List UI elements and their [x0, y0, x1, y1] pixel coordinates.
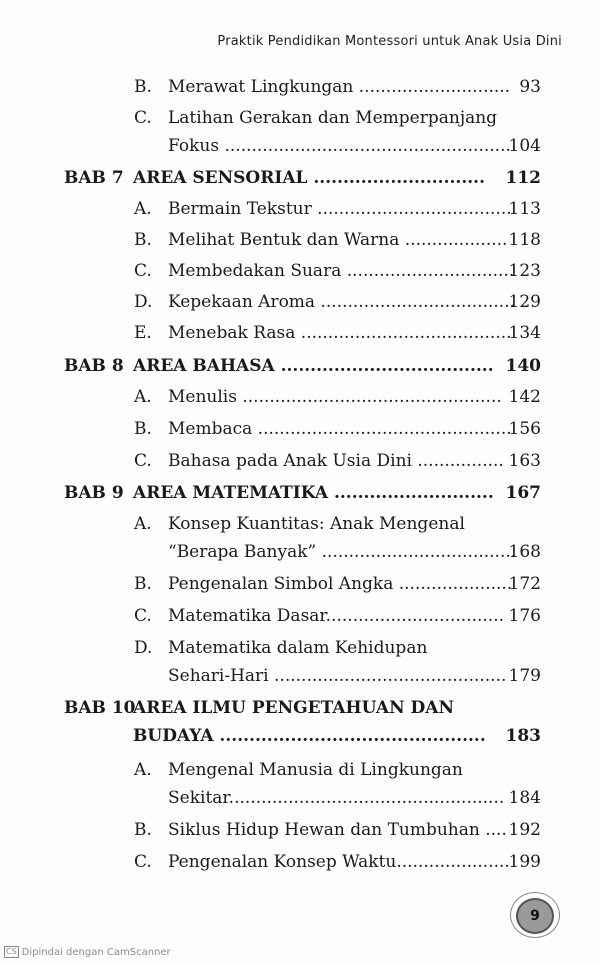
camscanner-logo: CS — [6, 947, 17, 956]
entry-page-number: 167 — [505, 483, 541, 503]
entry-title: Konsep Kuantitas: Anak Mengenal — [168, 514, 465, 534]
entry-label: BAB 8 — [64, 356, 124, 376]
entry-label: B. — [134, 230, 152, 250]
entry-label: B. — [134, 77, 152, 97]
entry-label: C. — [134, 261, 152, 281]
entry-title: Latihan Gerakan dan Memperpanjang — [168, 108, 498, 128]
entry-title: Matematika Dasar................................. — [168, 606, 505, 626]
entry-page-number: 112 — [505, 168, 541, 188]
entry-title: Kepekaan Aroma .................................... — [168, 292, 516, 312]
entry-title: AREA MATEMATIKA ........................... — [133, 483, 494, 503]
entry-title: Sekitar................................................... — [168, 788, 505, 808]
entry-title: “Berapa Banyak” .................................... — [168, 542, 517, 562]
entry-title: Mengenal Manusia di Lingkungan — [168, 760, 463, 780]
entry-title: Melihat Bentuk dan Warna ................... — [168, 230, 508, 250]
entry-label: B. — [134, 419, 152, 439]
entry-title: BUDAYA ............................................. — [133, 726, 486, 746]
entry-label: C. — [134, 108, 152, 128]
entry-label: C. — [134, 451, 152, 471]
entry-page-number: 183 — [505, 726, 541, 746]
entry-title: Membedakan Suara ............................... — [168, 261, 515, 281]
entry-label: C. — [134, 852, 152, 872]
entry-title: AREA ILMU PENGETAHUAN DAN — [133, 698, 454, 718]
entry-page-number: 199 — [508, 852, 541, 872]
entry-page-number: 113 — [508, 199, 541, 219]
entry-page-number: 134 — [508, 323, 541, 343]
entry-page-number: 179 — [508, 666, 541, 686]
entry-title: Menulis ................................................ — [168, 387, 502, 407]
entry-label: A. — [134, 387, 152, 407]
entry-title: Fokus ..................................................... — [168, 136, 511, 156]
entry-label: A. — [134, 514, 152, 534]
entry-page-number: 172 — [508, 574, 541, 594]
entry-page-number: 142 — [508, 387, 541, 407]
entry-page-number: 168 — [508, 542, 541, 562]
entry-label: BAB 9 — [64, 483, 124, 503]
entry-page-number: 140 — [505, 356, 541, 376]
entry-page-number: 184 — [508, 788, 541, 808]
scanner-watermark — [4, 946, 171, 958]
running-header: Praktik Pendidikan Montessori untuk Anak Usia Dini — [217, 34, 562, 49]
entry-page-number: 93 — [519, 77, 541, 97]
entry-label: A. — [134, 760, 152, 780]
entry-title: Sehari-Hari ........................................... — [168, 666, 507, 686]
entry-page-number: 123 — [508, 261, 541, 281]
entry-page-number: 104 — [508, 136, 541, 156]
entry-label: A. — [134, 199, 152, 219]
entry-label: C. — [134, 606, 152, 626]
entry-page-number: 163 — [508, 451, 541, 471]
entry-title: Merawat Lingkungan ............................ — [168, 77, 511, 97]
entry-title: Menebak Rasa ....................................... — [168, 323, 512, 343]
entry-page-number: 129 — [508, 292, 541, 312]
entry-label: E. — [134, 323, 152, 343]
entry-label: BAB 10 — [64, 698, 136, 718]
entry-title: Pengenalan Simbol Angka ..................... — [168, 574, 513, 594]
page-number-badge: 9 — [516, 898, 554, 934]
entry-page-number: 192 — [508, 820, 541, 840]
entry-title: Pengenalan Konsep Waktu..................... — [168, 852, 510, 872]
entry-label: D. — [134, 292, 153, 312]
entry-title: AREA SENSORIAL ............................. — [133, 168, 486, 188]
watermark-text: Dipindai dengan CamScanner — [21, 946, 171, 958]
entry-title: AREA BAHASA .................................... — [133, 356, 494, 376]
entry-title: Bahasa pada Anak Usia Dini ................ — [168, 451, 504, 471]
entry-page-number: 176 — [508, 606, 541, 626]
entry-page-number: 118 — [508, 230, 541, 250]
entry-title: Matematika dalam Kehidupan — [168, 638, 428, 658]
entry-page-number: 156 — [508, 419, 541, 439]
entry-label: BAB 7 — [64, 168, 124, 188]
entry-title: Siklus Hidup Hewan dan Tumbuhan .... — [168, 820, 507, 840]
entry-title: Membaca ............................................... — [168, 419, 512, 439]
entry-label: D. — [134, 638, 153, 658]
entry-label: B. — [134, 574, 152, 594]
entry-label: B. — [134, 820, 152, 840]
entry-title: Bermain Tekstur .................................... — [168, 199, 512, 219]
